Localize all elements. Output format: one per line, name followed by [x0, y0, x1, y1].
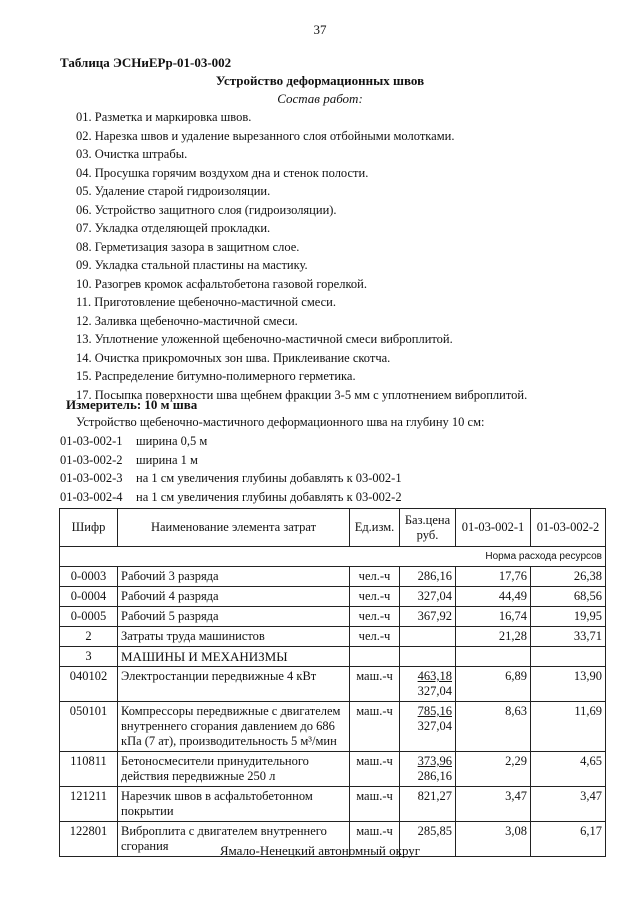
row-value-2: 13,90	[531, 667, 606, 702]
row-value-2: 4,65	[531, 752, 606, 787]
work-item: 10. Разогрев кромок асфальтобетона газовой горелкой.	[76, 276, 367, 291]
row-name: Рабочий 5 разряда	[118, 607, 350, 627]
table-row	[60, 702, 606, 752]
row-price	[400, 702, 456, 752]
work-item: 08. Герметизация зазора в защитном слое.	[76, 239, 300, 254]
row-price: 367,92	[400, 607, 456, 627]
variant-text: ширина 1 м	[136, 452, 198, 467]
variant-item	[60, 469, 402, 488]
row-price	[400, 627, 456, 647]
table-row	[60, 787, 606, 822]
table-header-row	[60, 509, 606, 547]
price-secondary: 327,04	[417, 719, 452, 733]
page-number: 37	[313, 22, 327, 37]
row-price	[400, 752, 456, 787]
resources-table	[59, 508, 606, 857]
row-value-2: 19,95	[531, 607, 606, 627]
row-code: 2	[60, 627, 118, 647]
row-code: 0-0003	[60, 567, 118, 587]
row-code: 122801	[60, 822, 118, 857]
row-value-1: 6,89	[456, 667, 531, 702]
work-item: 02. Нарезка швов и удаление вырезанного слоя отбойными молотками.	[76, 128, 455, 143]
row-name: Рабочий 3 разряда	[118, 567, 350, 587]
row-value-2: 68,56	[531, 587, 606, 607]
measure-description: Устройство щебеночно-мастичного деформационного шва на глубину 10 см:	[76, 415, 485, 429]
section-row	[60, 647, 606, 667]
works-title: Состав работ:	[277, 91, 363, 106]
row-value-2: 6,17	[531, 822, 606, 857]
row-code: 0-0005	[60, 607, 118, 627]
norm-label: Норма расхода ресурсов	[60, 547, 606, 567]
work-item: 01. Разметка и маркировка швов.	[76, 110, 252, 124]
row-value-1: 3,47	[456, 787, 531, 822]
work-item: 07. Укладка отделяющей прокладки.	[76, 221, 271, 235]
row-unit: чел.-ч	[350, 567, 400, 587]
row-name: Затраты труда машинистов	[118, 627, 350, 647]
header-name: Наименование элемента затрат	[118, 509, 350, 547]
work-item: 05. Удаление старой гидроизоляции.	[76, 184, 271, 198]
row-name: Виброплита с двигателем внутреннего сгорания	[118, 822, 350, 857]
section-title: МАШИНЫ И МЕХАНИЗМЫ	[118, 647, 350, 667]
work-item: 14. Очистка прикромочных зон шва. Приклеивание скотча.	[76, 350, 391, 365]
price-primary: 463,18	[417, 669, 452, 683]
header-col1: 01-03-002-1	[456, 509, 531, 547]
table-title: Устройство деформационных швов	[215, 73, 425, 88]
work-item: 17. Посыпка поверхности шва щебнем фракции 3-5 мм с уплотнением виброплитой.	[76, 387, 528, 402]
header-code: Шифр	[60, 509, 118, 547]
table-row	[60, 627, 606, 647]
row-price: 821,27	[400, 787, 456, 822]
row-value-2: 11,69	[531, 702, 606, 752]
header-unit: Ед.изм.	[350, 509, 400, 547]
row-value-1: 3,08	[456, 822, 531, 857]
row-price	[400, 667, 456, 702]
row-value-2: 3,47	[531, 787, 606, 822]
row-unit: чел.-ч	[350, 587, 400, 607]
row-name: Бетоносмесители принудительного действия передвижные 250 л	[118, 752, 350, 787]
price-secondary: 286,16	[417, 769, 452, 783]
table-row	[60, 752, 606, 787]
variant-item	[60, 432, 402, 451]
work-item: 11. Приготовление щебеночно-мастичной смеси.	[76, 295, 336, 309]
work-item: 15. Распределение битумно-полимерного герметика.	[76, 369, 356, 383]
row-unit: маш.-ч	[350, 822, 400, 857]
row-name: Электростанции передвижные 4 кВт	[118, 667, 350, 702]
row-code: 0-0004	[60, 587, 118, 607]
row-unit: чел.-ч	[350, 627, 400, 647]
row-code: 050101	[60, 702, 118, 752]
table-row	[60, 567, 606, 587]
row-unit: маш.-ч	[350, 702, 400, 752]
variant-code: 01-03-002-3	[60, 471, 123, 485]
work-item: 09. Укладка стальной пластины на мастику.	[76, 258, 308, 272]
variants-list	[60, 432, 402, 506]
row-code: 040102	[60, 667, 118, 702]
price-primary: 373,96	[417, 754, 452, 768]
row-code: 110811	[60, 752, 118, 787]
row-value-1: 17,76	[456, 567, 531, 587]
row-name: Нарезчик швов в асфальтобетонном покрытии	[118, 787, 350, 822]
variant-item	[60, 488, 402, 507]
row-unit: чел.-ч	[350, 607, 400, 627]
row-value-1: 16,74	[456, 607, 531, 627]
row-name: Компрессоры передвижные с двигателем внутреннего сгорания давлением до 686 кПа (7 ат), производительность 5 м³/мин	[118, 702, 350, 752]
work-item: 04. Просушка горячим воздухом дна и стенок полости.	[76, 165, 369, 180]
row-value-1: 2,29	[456, 752, 531, 787]
row-value-2: 26,38	[531, 567, 606, 587]
row-value-1: 8,63	[456, 702, 531, 752]
work-item: 12. Заливка щебеночно-мастичной смеси.	[76, 313, 298, 328]
work-item: 06. Устройство защитного слоя (гидроизоляции).	[76, 202, 337, 217]
variant-code: 01-03-002-1	[60, 434, 123, 448]
table-row	[60, 587, 606, 607]
work-item: 13. Уплотнение уложенной щебеночно-мастичной смеси виброплитой.	[76, 332, 453, 346]
section-code: 3	[60, 647, 118, 667]
variant-text: на 1 см увеличения глубины добавлять к 03-002-1	[136, 471, 402, 485]
table-row	[60, 667, 606, 702]
row-name: Рабочий 4 разряда	[118, 587, 350, 607]
row-value-1: 21,28	[456, 627, 531, 647]
works-list	[76, 108, 527, 404]
variant-code: 01-03-002-2	[60, 452, 123, 467]
row-unit: маш.-ч	[350, 787, 400, 822]
row-price: 286,16	[400, 567, 456, 587]
work-item: 03. Очистка штрабы.	[76, 147, 188, 161]
header-price: Баз.цена руб.	[400, 509, 456, 547]
variant-item	[60, 451, 402, 470]
table-row	[60, 607, 606, 627]
row-unit: маш.-ч	[350, 667, 400, 702]
row-price: 327,04	[400, 587, 456, 607]
row-value-1: 44,49	[456, 587, 531, 607]
footer-region: Ямало-Ненецкий автономный округ	[219, 843, 421, 858]
row-code: 121211	[60, 787, 118, 822]
header-col2: 01-03-002-2	[531, 509, 606, 547]
table-code: Таблица ЭСНиЕРр-01-03-002	[60, 55, 232, 70]
variant-text: на 1 см увеличения глубины добавлять к 03-002-2	[136, 489, 402, 504]
variant-code: 01-03-002-4	[60, 489, 123, 504]
norm-row	[60, 547, 606, 567]
variant-text: ширина 0,5 м	[136, 434, 208, 448]
row-value-2: 33,71	[531, 627, 606, 647]
price-primary: 785,16	[417, 704, 452, 718]
row-unit: маш.-ч	[350, 752, 400, 787]
measure-unit: Измеритель: 10 м шва	[66, 397, 198, 412]
price-secondary: 327,04	[417, 684, 452, 698]
row-price: 285,85	[400, 822, 456, 857]
